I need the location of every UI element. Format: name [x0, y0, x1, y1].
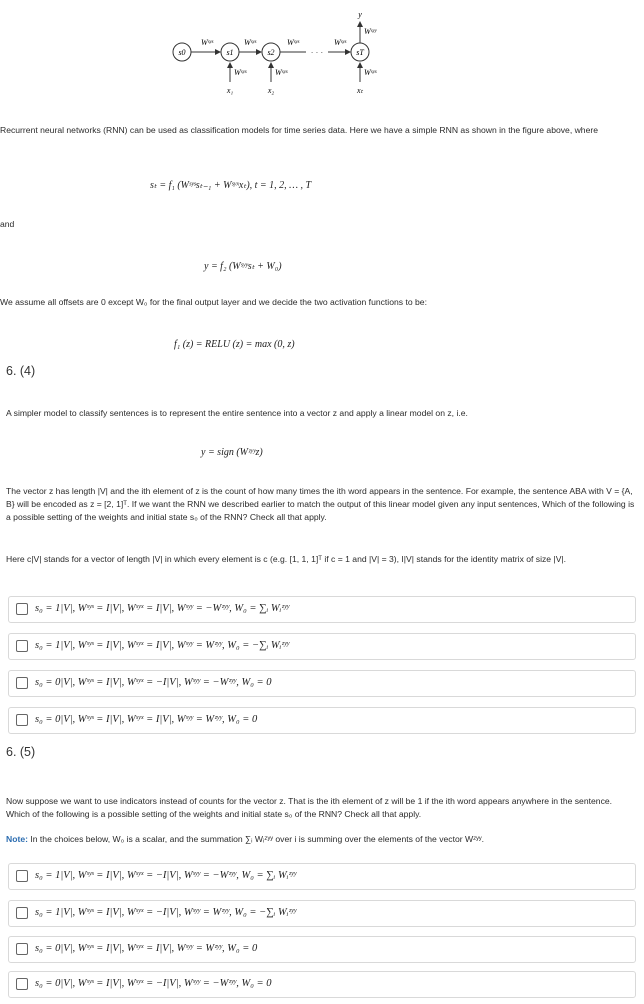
label-wss-1: Wˢʸˢ: [200, 38, 214, 47]
intro-paragraph: Recurrent neural networks (RNN) can be used as classification models for time series data. Here we have a simple RNN as shown in the figure above, where: [0, 125, 599, 135]
checkbox[interactable]: [16, 907, 28, 919]
svg-text:sT: sT: [356, 48, 364, 57]
option-text: s₀ = 1|V|, Wˢʸˢ = I|V|, Wˢʸˣ = −I|V|, Wˢʸʸ = −Wᶻʸʸ, W₀ = ∑ᵢ Wᵢᶻʸʸ: [35, 870, 297, 881]
q4-option-1[interactable]: [8, 596, 636, 623]
question-number-5: 6. (5): [6, 745, 36, 759]
option-text: s₀ = 0|V|, Wˢʸˢ = I|V|, Wˢʸˣ = I|V|, Wˢʸʸ = Wᶻʸʸ, W₀ = 0: [35, 943, 258, 954]
output-equation: y = f₂ (Wˢʸʸsₜ + W₀): [204, 261, 282, 272]
question-number-4: 6. (4): [6, 364, 36, 378]
and-word: and: [0, 219, 15, 229]
q5-option-1[interactable]: [8, 863, 636, 890]
checkbox[interactable]: [16, 677, 28, 689]
checkbox[interactable]: [16, 978, 28, 990]
label-wsy: Wˢʸʸ: [364, 27, 377, 36]
q5-note: [6, 833, 636, 846]
q5-option-4[interactable]: [8, 971, 636, 998]
note-text: In the choices below, W₀ is a scalar, and the summation ∑ᵢ Wᵢᶻʸʸ over i is summing over the elements of the vector Wᶻʸʸ.: [27, 834, 485, 844]
svg-text:s2: s2: [267, 48, 275, 57]
input-x1: x₁: [226, 86, 234, 95]
q4-description: The vector z has length |V| and the ith element of z is the count of how many times the ith word appears in the sentence. For example, the sentence ABA with V = {A, B} will be encoded as z = [2, 1]ᵀ. If we want the RNN we described earlier to match the output of this linear model given any input sentences, Which of the following is a possible setting of the weights and initial state s₀ of the RNN? Check all that apply.: [6, 486, 635, 522]
q4-simpler-model-text: A simpler model to classify sentences is to represent the entire sentence into a vector z and apply a linear model on z, i.e.: [6, 408, 468, 418]
option-text: s₀ = 1|V|, Wˢʸˢ = I|V|, Wˢʸˣ = I|V|, Wˢʸʸ = Wᶻʸʸ, W₀ = −∑ᵢ Wᵢᶻʸʸ: [35, 640, 290, 651]
label-wsx-2: Wˢʸˣ: [275, 68, 288, 77]
option-text: s₀ = 0|V|, Wˢʸˢ = I|V|, Wˢʸˣ = −I|V|, Wˢʸʸ = −Wᶻʸʸ, W₀ = 0: [35, 677, 272, 688]
q5-description-text: Now suppose we want to use indicators instead of counts for the vector z. That is the ith element of z will be 1 if the ith word appears anywhere in the sentence. Which of the following is a possible setting of the weights and initial state s₀ of the RNN? Check all that apply.: [6, 796, 613, 819]
label-wss-3: Wˢʸˢ: [286, 38, 300, 47]
node-s0: [173, 43, 191, 61]
q5-option-2[interactable]: [8, 900, 636, 927]
output-y: y: [358, 10, 362, 19]
label-wsx-3: Wˢʸˣ: [364, 68, 377, 77]
checkbox[interactable]: [16, 603, 28, 615]
q4-option-2[interactable]: [8, 633, 636, 660]
svg-text:s0: s0: [178, 48, 186, 57]
option-text: s₀ = 0|V|, Wˢʸˢ = I|V|, Wˢʸˣ = −I|V|, Wˢʸʸ = −Wᶻʸʸ, W₀ = 0: [35, 978, 272, 989]
node-sT: [351, 43, 369, 61]
label-wss-4: Wˢʸˢ: [333, 38, 347, 47]
q5-option-3[interactable]: [8, 936, 636, 963]
option-text: s₀ = 1|V|, Wˢʸˢ = I|V|, Wˢʸˣ = −I|V|, Wˢʸʸ = Wᶻʸʸ, W₀ = −∑ᵢ Wᵢᶻʸʸ: [35, 907, 297, 918]
label-wsx-1: Wˢʸˣ: [234, 68, 247, 77]
q4-notation-text: Here c|V| stands for a vector of length |V| in which every element is c (e.g. [1, 1, 1]ᵀ if c = 1 and |V| = 3), I|V| stands for the identity matrix of size |V|.: [6, 554, 567, 564]
activation-equation: f₁ (z) = RELU (z) = max (0, z): [174, 339, 295, 350]
option-text: s₀ = 1|V|, Wˢʸˢ = I|V|, Wˢʸˣ = I|V|, Wˢʸʸ = −Wᶻʸʸ, W₀ = ∑ᵢ Wᵢᶻʸʸ: [35, 603, 290, 614]
ellipsis: · · ·: [310, 48, 324, 57]
node-s2: [262, 43, 280, 61]
label-wss-2: Wˢʸˢ: [243, 38, 257, 47]
checkbox[interactable]: [16, 870, 28, 882]
assumption-text: We assume all offsets are 0 except W₀ for the final output layer and we decide the two activation functions to be:: [0, 297, 427, 307]
input-xT: xₜ: [357, 86, 363, 95]
checkbox[interactable]: [16, 714, 28, 726]
q4-option-3[interactable]: [8, 670, 636, 697]
q5-description: [6, 795, 636, 821]
note-label: Note:: [6, 834, 28, 844]
checkbox[interactable]: [16, 640, 28, 652]
input-x2: x₂: [267, 86, 275, 95]
state-equation: sₜ = f₁ (Wˢʸˢsₜ₋₁ + Wˢʸˣxₜ), t = 1, 2, … , T: [150, 180, 312, 191]
node-s1: [221, 43, 239, 61]
checkbox[interactable]: [16, 943, 28, 955]
rnn-diagram: [150, 0, 410, 100]
svg-text:s1: s1: [226, 48, 234, 57]
option-text: s₀ = 0|V|, Wˢʸˢ = I|V|, Wˢʸˣ = I|V|, Wˢʸʸ = Wᶻʸʸ, W₀ = 0: [35, 714, 258, 725]
q4-option-4[interactable]: [8, 707, 636, 734]
q4-linear-model-equation: y = sign (Wᶻʸʸz): [201, 447, 263, 458]
